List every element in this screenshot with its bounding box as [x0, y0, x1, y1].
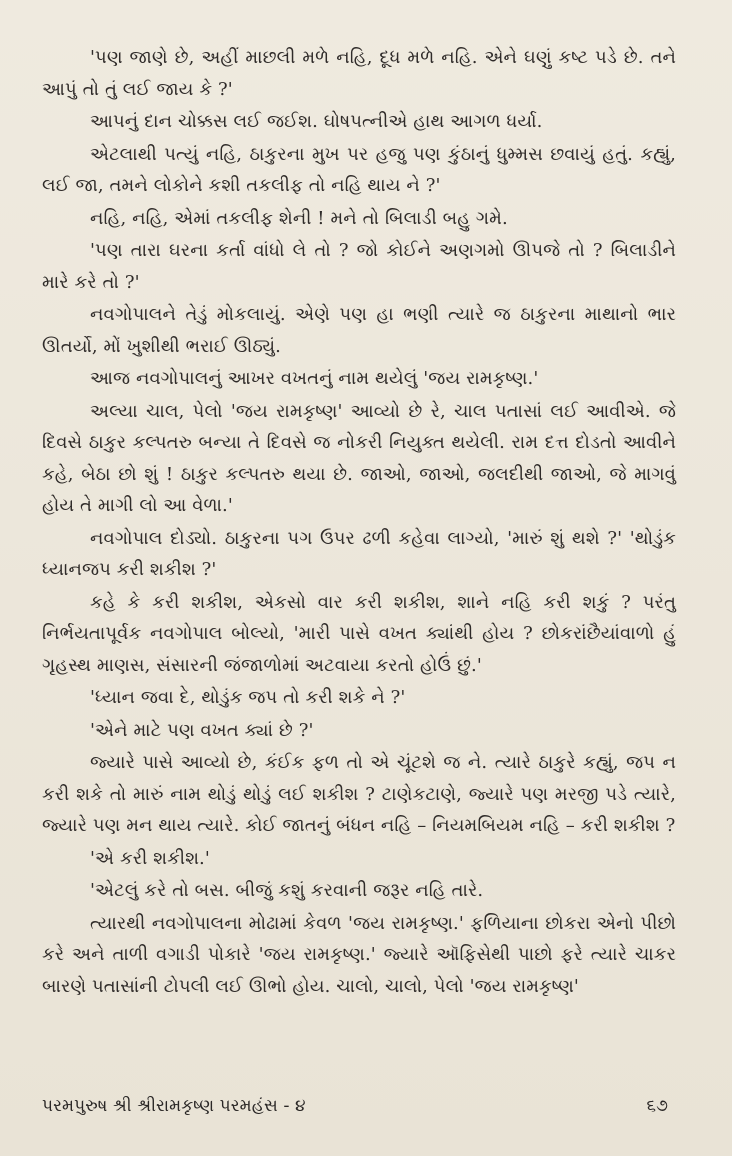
paragraph-12: 'એને માટે પણ વખત ક્યાં છે ?': [90, 719, 314, 741]
paragraph-5: 'પણ તારા ઘરના કર્તા વાંધો લે તો ? જો કોઈને અણગમો ઊપજે તો ? બિલાડીને મારે કરે તો ?': [42, 240, 676, 293]
paragraph-14: 'એ કરી શકીશ.': [90, 847, 210, 869]
running-title: પરમપુરુષ શ્રી શ્રીરામકૃષ્ણ પરમહંસ - ૪: [42, 1096, 306, 1117]
paragraph-1: 'પણ જાણે છે, અહીં માછલી મળે નહિ, દૂધ મળે નહિ. એને ઘણું કષ્ટ પડે છે. તને આપું તો તું લઈ જાય કે ?': [42, 47, 676, 100]
paragraph-4: નહિ, નહિ, એમાં તકલીફ શેની ! મને તો બિલાડી બહુ ગમે.: [90, 207, 508, 229]
paragraph-8: અલ્યા ચાલ, પેલો 'જય રામકૃષ્ણ' આવ્યો છે રે, ચાલ પતાસાં લઈ આવીએ. જે દિવસે ઠાકુર કલ્પતરુ બન્યા તે દિવસે જ નોકરી નિયુક્ત થયેલી. રામ દત્ત દોડતો આવીને કહે, બેઠા છો શું ! ઠાકુર કલ્પતરુ થયા છે. જાઓ, જાઓ, જલદીથી જાઓ, જે માગવું હોય તે માગી લો આ વેળા.': [42, 400, 677, 516]
paragraph-10: કહે કે કરી શકીશ, એકસો વાર કરી શકીશ, શાને નહિ કરી શકું ? પરંતુ નિર્ભયતાપૂર્વક નવગોપાલ બોલ્યો, 'મારી પાસે વખત ક્યાંથી હોય ? છોકરાંછૈયાંવાળો હું ગૃહસ્થ માણસ, સંસારની જંજાળોમાં અટવાયા કરતો હોઉં છું.': [42, 591, 676, 676]
paragraph-16: ત્યારથી નવગોપાલના મોઢામાં કેવળ 'જય રામકૃષ્ણ.' ફળિયાના છોકરા એનો પીછો કરે અને તાળી વગાડી પોકારે 'જય રામકૃષ્ણ.' જ્યારે ઑફિસેથી પાછો ફરે ત્યારે ચાકર બારણે પતાસાંની ટોપલી લઈ ઊભો હોય. ચાલો, ચાલો, પેલો 'જય રામકૃષ્ણ': [42, 912, 676, 997]
paragraph-15: 'એટલું કરે તો બસ. બીજું કશું કરવાની જરૂર નહિ તારે.: [90, 880, 484, 901]
paragraph-3: એટલાથી પત્યું નહિ, ઠાકુરના મુખ પર હજુ પણ કુંઠાનું ધુમ્મસ છવાયું હતું. કહ્યું, લઈ જા, તમને લોકોને કશી તકલીફ તો નહિ થાય ને ?': [42, 143, 676, 196]
paragraph-13: જ્યારે પાસે આવ્યો છે, કંઈક ફળ તો એ ચૂંટશે જ ને. ત્યારે ઠાકુરે કહ્યું, જપ ન કરી શકે તો મારું નામ થોડું થોડું લઈ શકીશ ? ટાણેકટાણે, જ્યારે પણ મરજી પડે ત્યારે, જ્યારે પણ મન થાય ત્યારે. કોઈ જાતનું બંધન નહિ – નિયમબિયમ નહિ – કરી શકીશ ?: [42, 752, 676, 836]
page-footer: [42, 1092, 676, 1122]
paragraph-9: નવગોપાલ દોડ્યો. ઠાકુરના પગ ઉપર ઢળી કહેવા લાગ્યો, 'મારું શું થશે ?' 'થોડુંક ધ્યાનજપ કરી શકીશ ?': [42, 527, 676, 580]
paragraph-6: નવગોપાલને તેડું મોકલાયું. એણે પણ હા ભણી ત્યારે જ ઠાકુરના માથાનો ભાર ઊતર્યો, મોં ખુશીથી ભરાઈ ઊઠ્યું.: [42, 304, 676, 357]
paragraph-11: 'ધ્યાન જવા દે, થોડુંક જપ તો કરી શકે ને ?': [90, 687, 406, 708]
paragraph-2: આપનું દાન ચોક્કસ લઈ જઈશ. ઘોષપત્નીએ હાથ આગળ ધર્યા.: [90, 111, 543, 132]
paragraph-7: આજ નવગોપાલનું આખર વખતનું નામ થયેલું 'જય રામકૃષ્ણ.': [90, 368, 539, 389]
page-number: ૬૭: [646, 1096, 668, 1117]
page-body-text: [42, 42, 676, 1002]
